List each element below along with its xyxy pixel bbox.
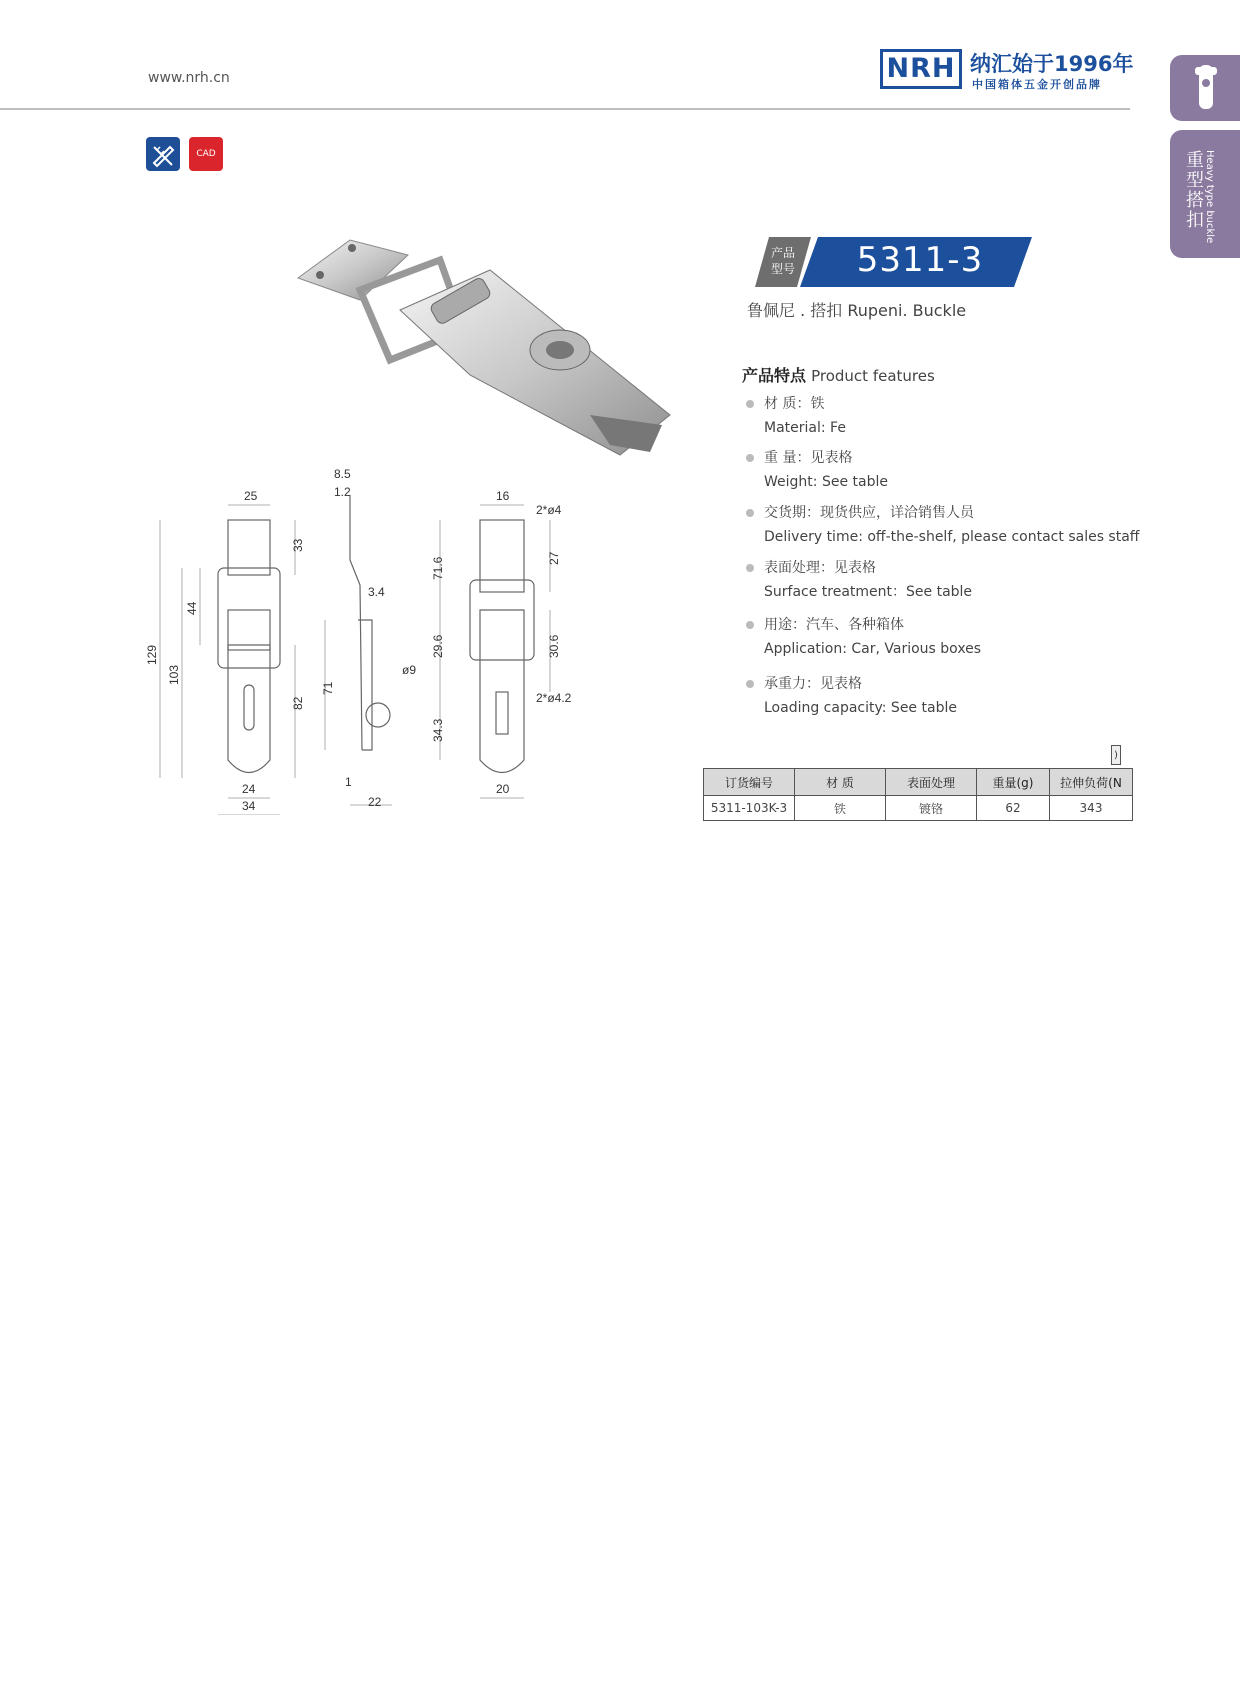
table-row: [704, 796, 1133, 821]
cell-material: 铁: [795, 796, 886, 821]
feature-en: Delivery time: off-the-shelf, please contact sales staff: [764, 529, 1140, 545]
features-title: [742, 363, 935, 386]
feature-en: Surface treatment：See table: [764, 584, 973, 600]
feature-delivery: [746, 501, 1139, 549]
brand-logo-text: [970, 48, 1133, 78]
brand-logo-mark: NRH: [880, 49, 962, 89]
table-header-row: [704, 769, 1133, 796]
dim-front-82: 82: [291, 696, 305, 710]
side-tab-product-icon[interactable]: [1170, 55, 1240, 121]
pencil-ruler-icon: [146, 137, 180, 171]
dim-side-12: 1.2: [334, 485, 351, 499]
feature-cn: 承重力：见表格: [764, 676, 862, 692]
cad-download-button[interactable]: [189, 137, 223, 171]
category-label-en: Heavy type buckle: [1204, 150, 1215, 244]
front-loop: [218, 568, 280, 668]
dim-back-343: 34.3: [431, 718, 445, 742]
cell-surface: 镀铬: [886, 796, 977, 821]
dim-back-296: 29.6: [431, 634, 445, 658]
front-body: [228, 645, 270, 773]
feature-cn: 交货期：现货供应，详洽销售人员: [764, 505, 974, 521]
feature-weight: [746, 446, 888, 494]
brand-name-cn: 纳汇: [970, 52, 1012, 76]
th-surface: 表面处理: [886, 769, 977, 796]
dim-back-16: 16: [496, 489, 510, 503]
feature-material: [746, 392, 846, 440]
technical-drawing: [140, 460, 600, 815]
feature-en: Loading capacity: See table: [764, 700, 957, 716]
dim-front-33: 33: [291, 538, 305, 552]
dim-front-width-top: 25: [244, 489, 258, 503]
dim-front-24: 24: [242, 782, 256, 796]
dim-back-holes-top: 2*ø4: [536, 503, 562, 517]
cell-load: 343: [1050, 796, 1133, 821]
dim-side-1: 1: [345, 775, 352, 789]
th-material: 材 质: [795, 769, 886, 796]
spec-table: [703, 768, 1133, 821]
th-weight: 重量(g): [977, 769, 1050, 796]
th-order-no: 订货编号: [704, 769, 795, 796]
front-top-plate: [228, 520, 270, 575]
site-url[interactable]: www.nrh.cn: [148, 70, 230, 86]
feature-surface: [746, 556, 972, 604]
bullet-icon: [746, 400, 754, 408]
feature-cn: 表面处理：见表格: [764, 560, 876, 576]
model-label-line1: 产品: [770, 246, 795, 260]
model-number: 5311-3: [856, 240, 984, 280]
front-spring: [228, 610, 270, 650]
feature-en: Application: Car, Various boxes: [764, 641, 982, 657]
dim-side-22: 22: [368, 795, 382, 809]
dim-back-20: 20: [496, 782, 510, 796]
dim-back-holes-bottom: 2*ø4.2: [536, 691, 572, 705]
dim-back-306: 30.6: [547, 634, 561, 658]
features-title-en: Product features: [811, 367, 935, 385]
brand-slogan: 始于1996年: [1012, 52, 1134, 76]
features-title-cn: 产品特点: [742, 366, 807, 385]
feature-loading: [746, 672, 957, 720]
dim-front-129: 129: [145, 644, 159, 665]
dim-front-44: 44: [185, 601, 199, 615]
dim-back-716: 71.6: [431, 556, 445, 580]
dim-front-103: 103: [167, 664, 181, 685]
dim-front-34: 34: [242, 799, 256, 813]
bullet-icon: [746, 564, 754, 572]
bullet-icon: [746, 509, 754, 517]
dim-back-27: 27: [547, 551, 561, 565]
feature-cn: 材 质：铁: [764, 396, 825, 412]
model-label-line2: 型号: [770, 262, 795, 276]
product-photo: [290, 200, 690, 470]
dim-side-34: 3.4: [368, 585, 385, 599]
header-divider: [0, 108, 1130, 110]
cad-icon-label: CAD: [196, 149, 216, 159]
dim-side-71: 71: [321, 681, 335, 695]
bullet-icon: [746, 454, 754, 462]
dim-side-85: 8.5: [334, 467, 351, 481]
feature-cn: 重 量：见表格: [764, 450, 853, 466]
th-load: 拉伸负荷(N: [1050, 769, 1133, 796]
table-stub: ): [1111, 745, 1121, 765]
cell-order-no: 5311-103K-3: [704, 796, 795, 821]
bullet-icon: [746, 680, 754, 688]
bullet-icon: [746, 621, 754, 629]
buckle-icon: [1170, 55, 1240, 121]
model-label-text: [760, 245, 806, 277]
feature-application: [746, 613, 981, 661]
cell-weight: 62: [977, 796, 1050, 821]
dim-side-dia9: ø9: [402, 663, 417, 677]
feature-en: Weight: See table: [764, 474, 888, 490]
brand-tagline: 中国箱体五金开创品牌: [972, 78, 1102, 91]
feature-cn: 用途：汽车、各种箱体: [764, 617, 904, 633]
product-name: 鲁佩尼 . 搭扣 Rupeni. Buckle: [747, 301, 967, 320]
feature-en: Material: Fe: [764, 420, 846, 436]
category-label-cn: 重型搭扣: [1183, 150, 1204, 230]
drawing-tools-button[interactable]: [146, 137, 180, 171]
